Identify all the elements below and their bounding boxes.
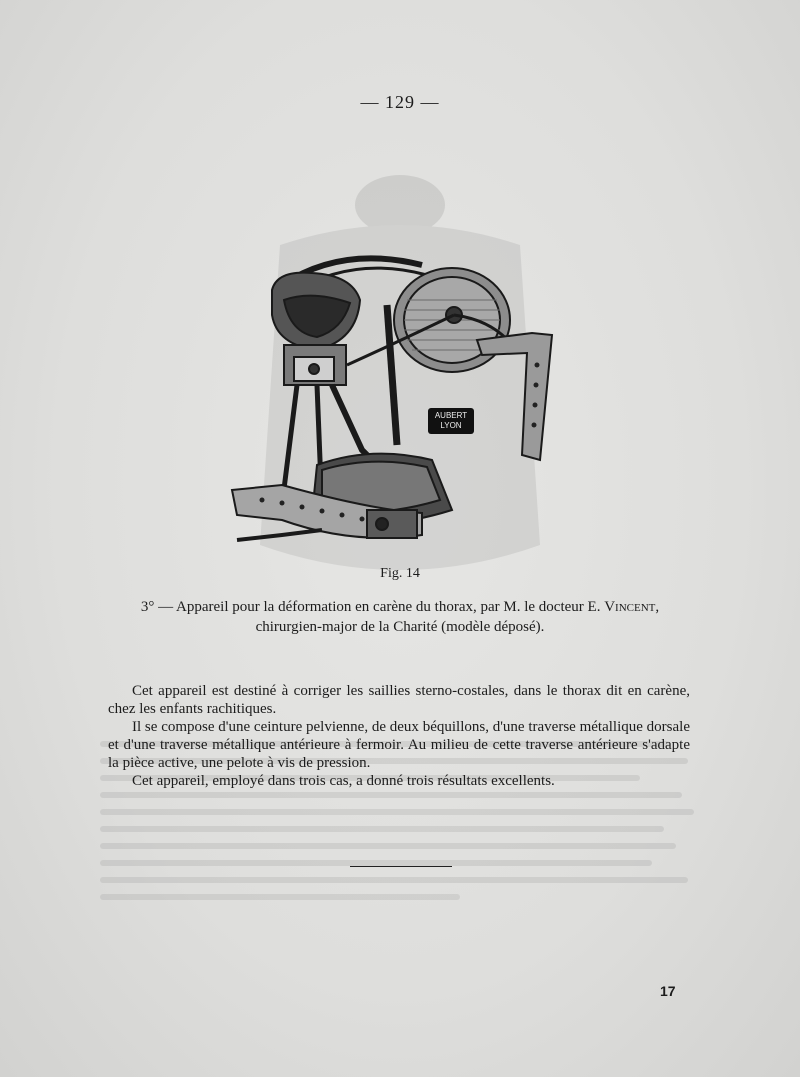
body-text — [108, 682, 690, 790]
figure-label: Fig. 14 — [380, 566, 420, 581]
section-divider — [350, 866, 452, 867]
signature-mark: 17 — [660, 983, 676, 999]
apparatus-illustration — [222, 245, 567, 555]
caption-part1: 3° — Appareil pour la déformation en carène du thorax, par M. le docteur E. — [140, 599, 605, 615]
maker-badge — [428, 408, 474, 434]
figure-caption — [100, 597, 700, 637]
caption-line2: chirurgien-major de la Charité (modèle déposé). — [255, 619, 545, 635]
paragraph-3: Cet appareil, employé dans trois cas, a donné trois résultats excellents. — [132, 773, 555, 789]
maker-badge-line2: LYON — [440, 421, 462, 430]
maker-badge-line1: AUBERT — [434, 411, 468, 420]
caption-part2: , — [655, 599, 660, 615]
paragraph-2: Il se compose d'une ceinture pelvienne, de deux béquillons, d'une traverse métallique dorsale et d'une traverse métallique antérieure à fermoir. Au milieu de cette traverse antérieure s'adapte la pièce active, une pelote à vis de pression. — [108, 719, 690, 771]
paragraph-1: Cet appareil est destiné à corriger les saillies sterno-costales, dans le thorax dit en carène, chez les enfants rachitiques. — [108, 683, 690, 717]
page-number: — 129 — — [360, 92, 440, 112]
caption-author: Vincent — [604, 599, 656, 615]
